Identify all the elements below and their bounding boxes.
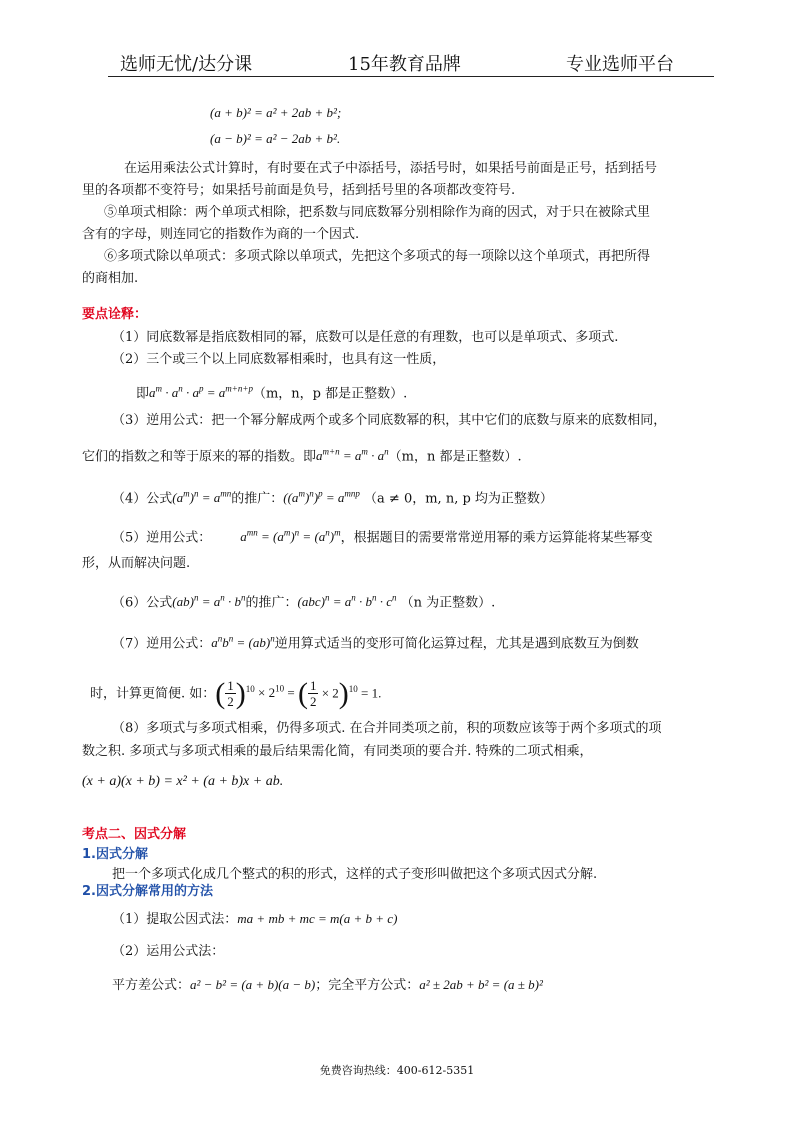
paragraph-monomial-div-2: 含有的字母，则连同它的指数作为商的一个因式. <box>82 227 360 242</box>
note-8-formula: (x + a)(x + b) = x² + (a + b)x + ab. <box>82 774 284 789</box>
note-8-line1: （8）多项式与多项式相乘，仍得多项式. 在合并同类项之前，积的项数应该等于两个多项式的项 <box>112 721 662 736</box>
paragraph-poly-div-2: 的商相加. <box>82 271 139 286</box>
header-right: 专业选师平台 <box>566 54 674 75</box>
notes-heading: 要点诠释： <box>82 307 148 322</box>
subsection-1-title: 1.因式分解 <box>82 847 148 862</box>
note-3-line2: 它们的指数之和等于原来的幂的指数。即$a^{m+n} = a^m \cdot a^n(m$，n 都是正整数）. <box>82 447 522 465</box>
section2-heading: 考点二、因式分解 <box>82 827 187 842</box>
header-left: 选师无忧/达分课 <box>120 54 253 75</box>
note-5-line2: 形，从而解决问题. <box>82 556 191 571</box>
paragraph-poly-div-1: ⑥多项式除以单项式：多项式除以单项式，先把这个多项式的每一项除以这个单项式，再把所得 <box>104 249 651 264</box>
formula-sum-square: (a + b)² = a² + 2ab + b²; <box>210 105 342 120</box>
method-2: （2）运用公式法： <box>112 944 225 959</box>
header-center: 15年教育品牌 <box>348 54 461 75</box>
page-header <box>108 50 714 77</box>
note-2: （2）三个或三个以上同底数幂相乘时，也具有这一性质， <box>112 352 446 367</box>
note-2-formula: 即$a^m \cdot a^n \cdot a^p = a^{m+n+p}(m$，n，p 都是正整数）. <box>136 384 408 402</box>
formula-line: 平方差公式：a² − b² = (a + b)(a − b)；完全平方公式：a² ± 2ab + b² = (a ± b)² <box>112 977 543 993</box>
note-4: （4）公式$(a^m)^n = a^{mn}$的推广：$((a^m)^n)^p = a^{mnp}$ （a ≠ 0，m, n, p 均为正整数） <box>112 489 553 507</box>
paragraph-monomial-div-1: ⑤单项式相除：两个单项式相除，把系数与同底数幂分别相除作为商的因式，对于只在被除式里 <box>104 205 651 220</box>
subsection-1-text: 把一个多项式化成几个整式的积的形式，这样的式子变形叫做把这个多项式因式分解. <box>112 867 598 882</box>
note-6: （6）公式$(ab)^n = a^n \cdot b^n$的推广：$(abc)^n = a^n \cdot b^n \cdot c^n$ （n 为正整数）. <box>112 593 496 611</box>
note-3-line1: （3）逆用公式：把一个幂分解成两个或多个同底数幂的积，其中它们的底数与原来的底数相同， <box>112 413 667 428</box>
paragraph-brackets-2: 里的各项都不变符号；如果括号前面是负号，括到括号里的各项都改变符号. <box>82 183 516 198</box>
note-5: （5）逆用公式： $a^{mn} = (a^m)^n = (a^n)^m$，根据题目的需要常常逆用幂的乘方运算能将某些幂变 <box>112 528 653 546</box>
note-1: （1）同底数幂是指底数相同的幂，底数可以是任意的有理数，也可以是单项式、多项式. <box>112 330 619 345</box>
note-7: （7）逆用公式：$a^nb^n = (ab)^n$逆用算式适当的变形可简化运算过程，尤其是遇到底数互为倒数 <box>112 634 639 652</box>
paragraph-brackets-1: 在运用乘法公式计算时，有时要在式子中添括号，添括号时，如果括号前面是正号，括到括号 <box>124 161 658 176</box>
note-8-line2: 数之积. 多项式与多项式相乘的最后结果需化简，有同类项的要合并. 特殊的二项式相乘， <box>82 744 593 759</box>
formula-diff-square: (a − b)² = a² − 2ab + b². <box>210 131 341 146</box>
note-7-example: 时，计算更简便. 如：( $\frac{1}{2}$ )$^{10} \times 2^{10}$ = ( $\frac{1}{2}$ × 2)$^{10}$ = 1. <box>90 676 382 710</box>
subsection-2-title: 2.因式分解常用的方法 <box>82 884 213 899</box>
footer-hotline: 免费咨询热线：400-612-5351 <box>319 1064 475 1077</box>
method-1: （1）提取公因式法：ma + mb + mc = m(a + b + c) <box>112 911 398 927</box>
